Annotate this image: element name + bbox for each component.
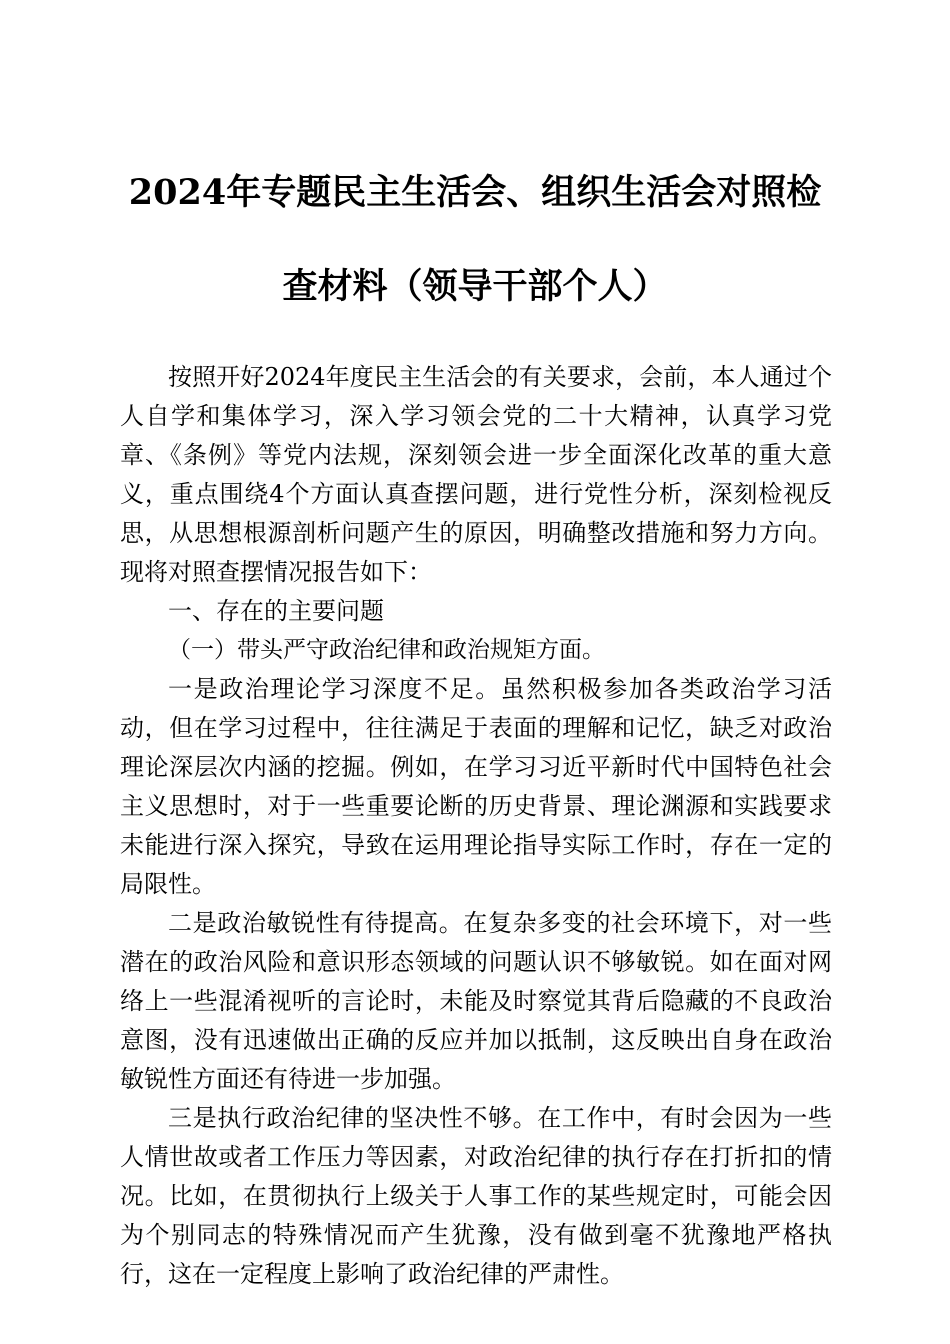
body-paragraph-2: 二是政治敏锐性有待提高。在复杂多变的社会环境下，对一些潜在的政治风险和意识形态领域的问题认识不够敏锐。如在面对网络上一些混淆视听的言论时，未能及时察觉其背后隐藏的不良政治意图，没有迅速做出正确的反应并加以抵制，这反映出自身在政治敏锐性方面还有待进一步加强。	[120, 909, 832, 1093]
document-title-line-1: 2024年专题民主生活会、组织生活会对照检	[128, 172, 822, 213]
document-title-line-2: 查材料（领导干部个人）	[282, 266, 668, 307]
body-paragraph-3: 三是执行政治纪律的坚决性不够。在工作中，有时会因为一些人情世故或者工作压力等因素，对政治纪律的执行存在打折扣的情况。比如，在贯彻执行上级关于人事工作的某些规定时，可能会因为个别同志的特殊情况而产生犹豫，没有做到毫不犹豫地严格执行，这在一定程度上影响了政治纪律的严肃性。	[120, 1104, 832, 1288]
body-paragraph-1: 一是政治理论学习深度不足。虽然积极参加各类政治学习活动，但在学习过程中，往往满足于表面的理解和记忆，缺乏对政治理论深层次内涵的挖掘。例如，在学习习近平新时代中国特色社会主义思想时，对于一些重要论断的历史背景、理论渊源和实践要求未能进行深入探究，导致在运用理论指导实际工作时，存在一定的局限性。	[120, 675, 832, 898]
subsection-heading: （一）带头严守政治纪律和政治规矩方面。	[168, 637, 605, 663]
intro-paragraph: 按照开好2024年度民主生活会的有关要求，会前，本人通过个人自学和集体学习，深入学习领会党的二十大精神，认真学习党章、《条例》等党内法规，深刻领会进一步全面深化改革的重大意义，重点围绕4个方面认真查摆问题，进行党性分析，深刻检视反思，从思想根源剖析问题产生的原因，明确整改措施和努力方向。现将对照查摆情况报告如下：	[120, 363, 832, 586]
section-heading: 一、存在的主要问题	[168, 597, 384, 625]
document-body	[120, 358, 832, 1294]
